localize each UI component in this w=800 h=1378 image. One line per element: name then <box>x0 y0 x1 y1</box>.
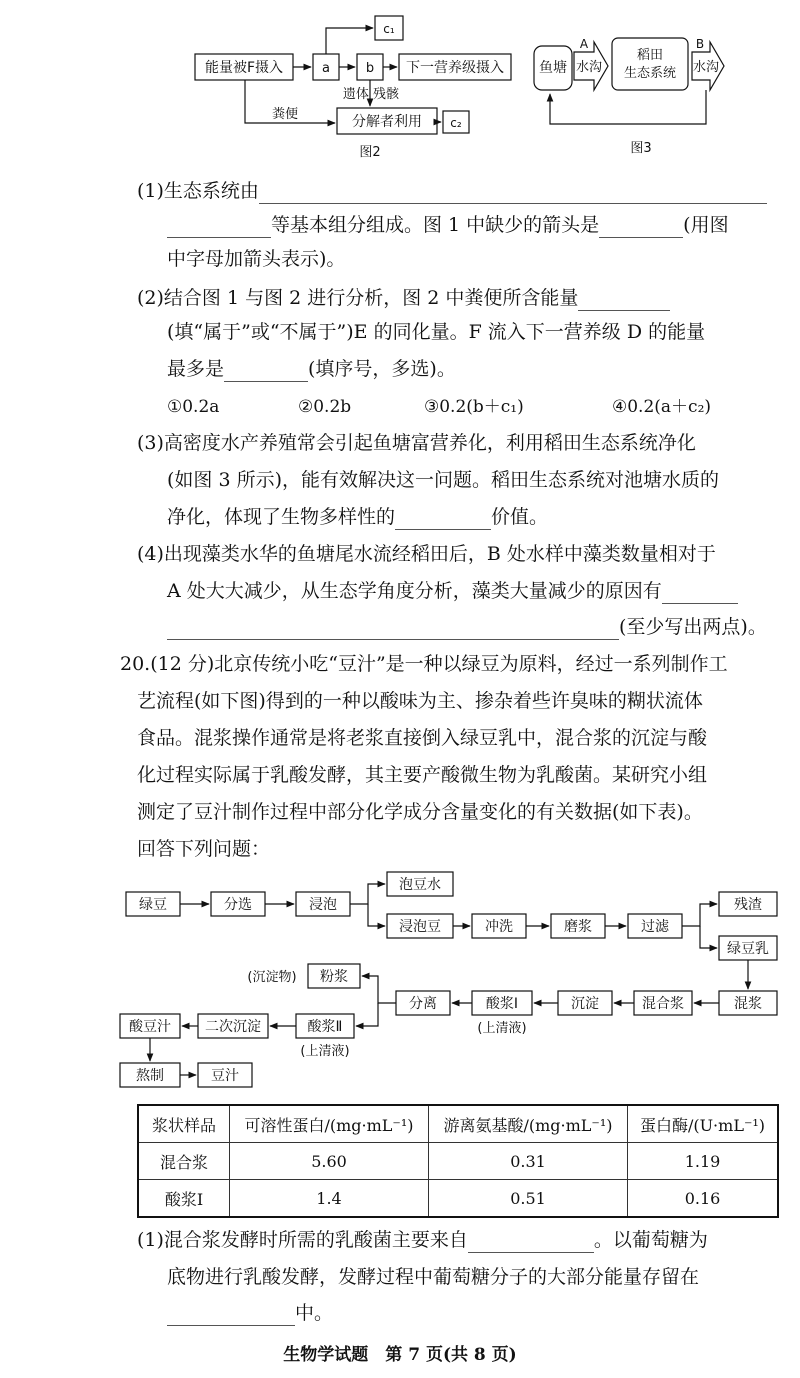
table-row <box>138 1180 778 1218</box>
fig3-caption: 图3 <box>630 141 652 156</box>
fig3-box-pond: 鱼塘 <box>539 60 567 76</box>
q20-1-a: (1)混合浆发酵时所需的乳酸菌主要来自 <box>137 1229 468 1251</box>
answer-blank[interactable] <box>395 507 491 530</box>
q19-p3-c: 净化，体现了生物多样性的 <box>167 506 396 528</box>
q19-part1-line1 <box>137 178 767 204</box>
fig3-ditch-b: 水沟 <box>692 60 720 75</box>
flow-suanjiang2: 酸浆Ⅱ <box>307 1019 343 1035</box>
figure-3 <box>528 20 728 160</box>
q19-p4-c: (至少写出两点)。 <box>619 616 767 638</box>
flow-fenxuan: 分选 <box>224 897 252 913</box>
page-footer: 生物学试题 第 7 页(共 8 页) <box>283 1345 517 1365</box>
q19-p4-b: A 处大大减少，从生态学角度分析，藻类大量减少的原因有 <box>167 580 662 602</box>
q19-option-4: ④0.2(a＋c₂) <box>612 397 712 417</box>
q19-p1-d: 中字母加箭头表示)。 <box>167 248 346 270</box>
flow-suanjiang1: 酸浆Ⅰ <box>485 996 519 1012</box>
fig2-caption: 图2 <box>359 145 381 160</box>
q19-p2-d: (填序号，多选)。 <box>308 358 456 380</box>
answer-blank[interactable] <box>167 1303 295 1326</box>
table-cell: 0.31 <box>429 1143 628 1180</box>
flow-chendian: 沉淀 <box>571 996 599 1012</box>
flow-hunjiang: 混浆 <box>734 996 762 1012</box>
flow-aozhi: 熬制 <box>136 1068 164 1084</box>
answer-blank[interactable] <box>578 288 670 311</box>
q19-p2-c: 最多是 <box>167 358 225 380</box>
q19-part3-line3 <box>167 504 548 530</box>
q19-p2-b: (填“属于”或“不属于”)E 的同化量。F 流入下一营养级 D 的能量 <box>167 321 706 343</box>
fig3-label-b: B <box>695 37 705 51</box>
q19-p1-c: (用图 <box>683 214 729 236</box>
fig3-paddy-l1: 稻田 <box>636 48 664 63</box>
q20-line1: 20.(12 分)北京传统小吃“豆汁”是一种以绿豆为原料，经过一系列制作工 <box>120 653 728 675</box>
flow-suandouzhi: 酸豆汁 <box>129 1019 171 1035</box>
answer-blank[interactable] <box>167 617 619 640</box>
flow-fenjiang: 粉浆 <box>320 969 348 985</box>
table-cell: 1.19 <box>628 1143 779 1180</box>
q19-part2-line3 <box>167 356 456 382</box>
fig2-label-remains: 遗体 残骸 <box>342 87 400 102</box>
table-header-row <box>138 1105 778 1143</box>
q20-line3: 食品。混浆操作通常是将老浆直接倒入绿豆乳中，混合浆的沉淀与酸 <box>137 727 708 749</box>
douzhi-process-flowchart <box>100 862 790 1097</box>
answer-blank[interactable] <box>259 181 767 204</box>
q20-line2: 艺流程(如下图)得到的一种以酸味为主、掺杂着些许臭味的糊状流体 <box>137 690 703 712</box>
table-header: 可溶性蛋白/(mg·mL⁻¹) <box>230 1105 429 1143</box>
answer-blank[interactable] <box>662 581 738 604</box>
q19-p3-b: (如图 3 所示)，能有效解决这一问题。稻田生态系统对池塘水质的 <box>167 469 719 491</box>
table-header: 浆状样品 <box>138 1105 230 1143</box>
fig2-box-f: 能量被F摄入 <box>204 60 284 76</box>
flow-douzhi: 豆汁 <box>211 1068 239 1084</box>
q19-part2-line1 <box>137 285 670 311</box>
table-cell: 0.51 <box>429 1180 628 1218</box>
flow-jinpao: 浸泡 <box>309 897 337 913</box>
flow-jinpaodou: 浸泡豆 <box>399 919 441 935</box>
flow-hunhejiang: 混合浆 <box>642 996 684 1012</box>
table-header: 蛋白酶/(U·mL⁻¹) <box>628 1105 779 1143</box>
q20-1-line3 <box>167 1300 333 1326</box>
q19-option-2: ②0.2b <box>298 397 352 417</box>
table-row <box>138 1143 778 1180</box>
flow-chendianwu: (沉淀物) <box>247 970 297 985</box>
flow-mojiang: 磨浆 <box>564 919 592 935</box>
q20-1-line1 <box>137 1227 708 1253</box>
q20-1-d: 中。 <box>295 1302 334 1324</box>
q19-p4-a: (4)出现藻类水华的鱼塘尾水流经稻田后，B 处水样中藻类数量相对于 <box>137 543 716 565</box>
flow-paodoushui: 泡豆水 <box>399 877 441 893</box>
fig3-label-a: A <box>579 37 589 51</box>
flow-canzha: 残渣 <box>734 897 762 913</box>
q20-line6: 回答下列问题： <box>137 838 271 860</box>
flow-shangqingye1: (上清液) <box>477 1021 527 1036</box>
flow-ercichendian: 二次沉淀 <box>205 1019 261 1035</box>
table-cell: 1.4 <box>230 1180 429 1218</box>
q19-option-1: ①0.2a <box>167 397 220 417</box>
composition-table <box>137 1104 779 1218</box>
fig2-box-next: 下一营养级摄入 <box>406 60 504 76</box>
flow-lvdou: 绿豆 <box>139 897 167 913</box>
flow-fenli: 分离 <box>409 996 437 1012</box>
fig3-ditch-a: 水沟 <box>575 60 603 75</box>
table-cell: 酸浆Ⅰ <box>138 1180 230 1218</box>
flow-guolv: 过滤 <box>641 919 669 935</box>
fig2-box-a: a <box>322 61 330 76</box>
q19-p1-a: (1)生态系统由 <box>137 180 259 202</box>
q19-p3-d: 价值。 <box>491 506 549 528</box>
q20-line4: 化过程实际属于乳酸发酵，其主要产酸微生物为乳酸菌。某研究小组 <box>137 764 708 786</box>
fig3-paddy-l2: 生态系统 <box>623 66 677 81</box>
answer-blank[interactable] <box>599 215 683 238</box>
q19-part1-line2 <box>167 212 729 238</box>
q19-option-3: ③0.2(b＋c₁) <box>424 397 524 417</box>
q19-p3-a: (3)高密度水产养殖常会引起鱼塘富营养化，利用稻田生态系统净化 <box>137 432 696 454</box>
fig2-box-decomposer: 分解者利用 <box>352 114 422 130</box>
table-cell: 混合浆 <box>138 1143 230 1180</box>
table-header: 游离氨基酸/(mg·mL⁻¹) <box>429 1105 628 1143</box>
q20-line5: 测定了豆汁制作过程中部分化学成分含量变化的有关数据(如下表)。 <box>137 801 703 823</box>
q19-p2-a: (2)结合图 1 与图 2 进行分析，图 2 中粪便所含能量 <box>137 287 579 309</box>
q19-part4-line3 <box>167 614 767 640</box>
fig2-box-c1: c₁ <box>383 22 395 36</box>
flow-chongxi: 冲洗 <box>485 919 513 935</box>
answer-blank[interactable] <box>468 1230 594 1253</box>
q19-part4-line2 <box>167 578 738 604</box>
table-cell: 5.60 <box>230 1143 429 1180</box>
fig2-label-feces: 粪便 <box>271 107 299 122</box>
flow-lvdouru: 绿豆乳 <box>727 941 769 957</box>
fig2-box-b: b <box>365 61 375 76</box>
flow-shangqingye2: (上清液) <box>300 1044 350 1059</box>
table-cell: 0.16 <box>628 1180 779 1218</box>
q20-1-c: 底物进行乳酸发酵，发酵过程中葡萄糖分子的大部分能量存留在 <box>167 1266 700 1288</box>
q20-1-b: 。以葡萄糖为 <box>593 1229 708 1251</box>
figure-2 <box>185 10 525 165</box>
answer-blank[interactable] <box>224 359 308 382</box>
answer-blank[interactable] <box>167 215 271 238</box>
fig2-box-c2: c₂ <box>450 116 462 130</box>
q19-p1-b: 等基本组分组成。图 1 中缺少的箭头是 <box>271 214 600 236</box>
